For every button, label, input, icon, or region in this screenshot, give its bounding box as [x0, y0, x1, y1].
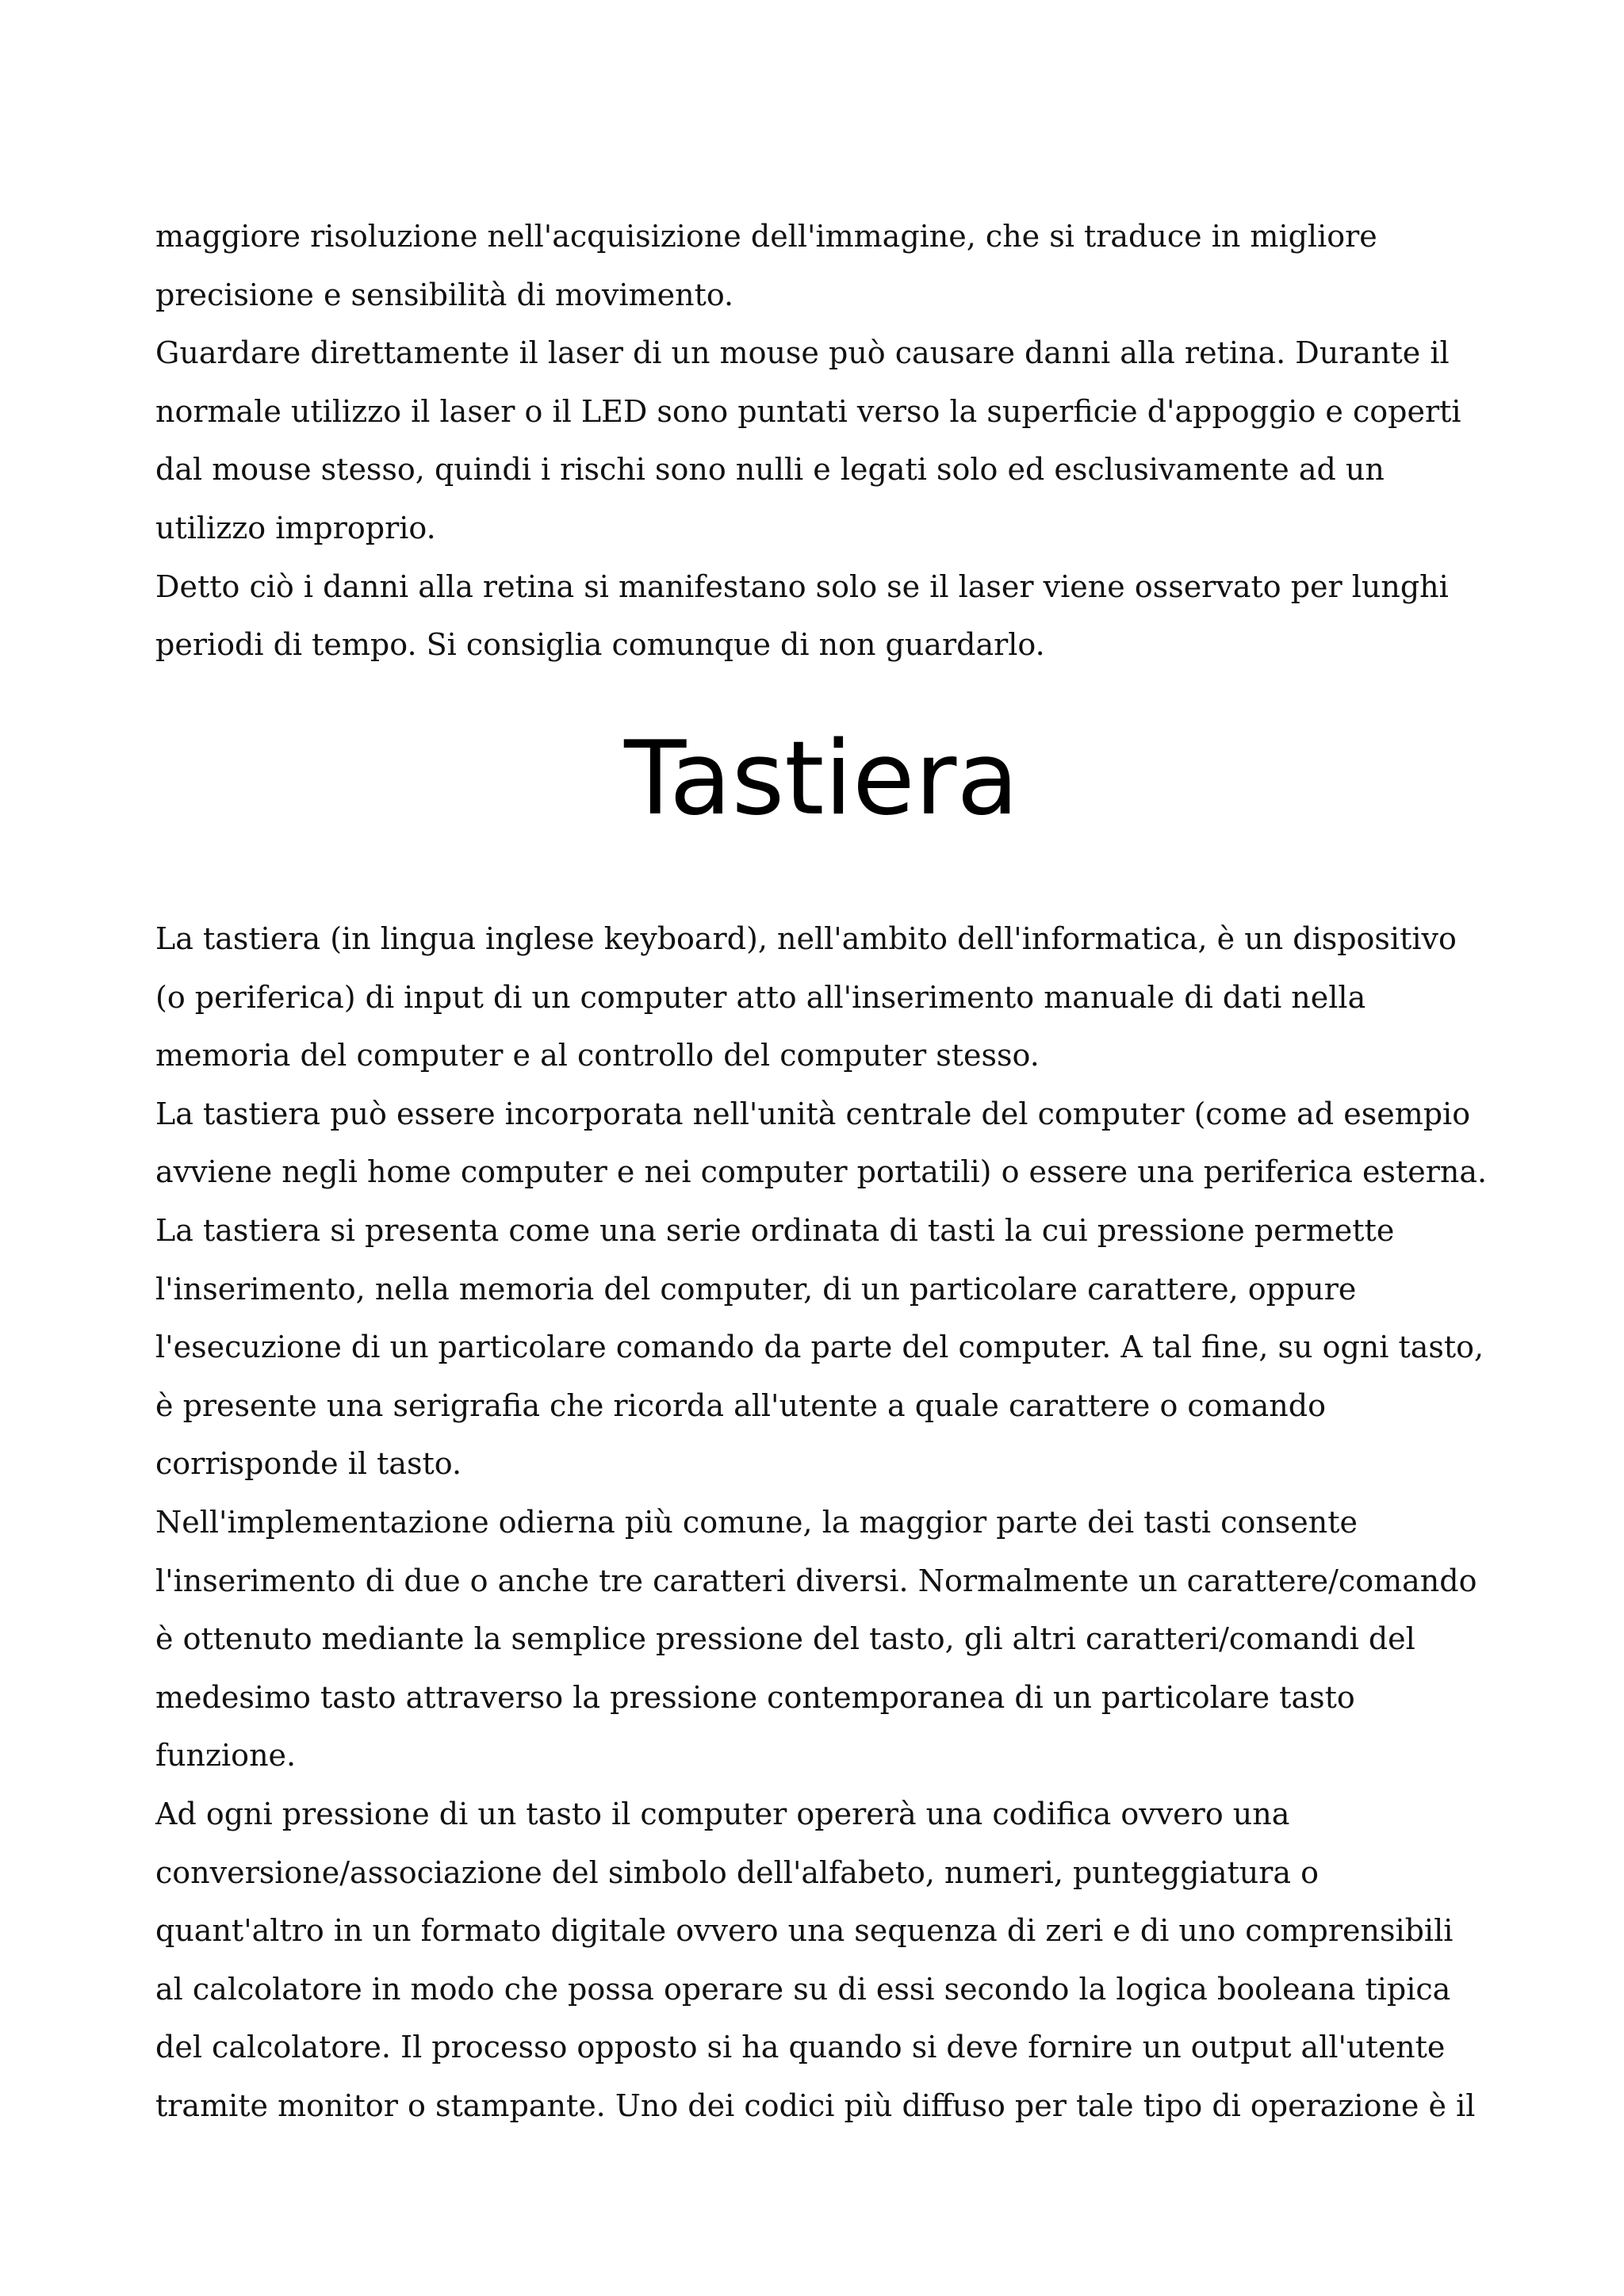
text-line: Detto ciò i danni alla retina si manifestano solo se il laser viene osservato per lunghi [155, 568, 1449, 604]
section-heading-wrapper [155, 720, 1488, 838]
text-line: funzione. [155, 1738, 297, 1774]
text-line: Nell'implementazione odierna più comune, la maggior parte dei tasti consente [155, 1504, 1358, 1540]
text-line: medesimo tasto attraverso la pressione contemporanea di un particolare tasto [155, 1679, 1355, 1715]
text-line: è ottenuto mediante la semplice pressione del tasto, gli altri caratteri/comandi del [155, 1621, 1415, 1657]
text-line: conversione/associazione del simbolo dell'alfabeto, numeri, punteggiatura o [155, 1854, 1319, 1890]
text-line: utilizzo improprio. [155, 510, 436, 545]
text-line: Guardare direttamente il laser di un mouse può causare danni alla retina. Durante il [155, 335, 1450, 371]
text-line: tramite monitor o stampante. Uno dei codici più diffuso per tale tipo di operazione è il [155, 2087, 1476, 2123]
text-line: La tastiera (in lingua inglese keyboard), nell'ambito dell'informatica, è un dispositivo [155, 921, 1457, 956]
text-line: maggiore risoluzione nell'acquisizione dell'immagine, che si traduce in migliore [155, 219, 1377, 254]
text-line: avviene negli home computer e nei computer portatili) o essere una periferica esterna. [155, 1154, 1488, 1190]
text-line: quant'altro in un formato digitale ovvero una sequenza di zeri e di uno comprensibili [155, 1913, 1454, 1949]
text-line: normale utilizzo il laser o il LED sono puntati verso la superficie d'appoggio e coperti [155, 393, 1461, 429]
text-line: (o periferica) di input di un computer atto all'inserimento manuale di dati nella [155, 979, 1366, 1015]
section-heading: Tastiera [624, 720, 1019, 838]
text-line: dal mouse stesso, quindi i rischi sono nulli e legati solo ed esclusivamente ad un [155, 452, 1385, 488]
text-line: è presente una serigrafia che ricorda all'utente a quale carattere o comando [155, 1387, 1326, 1423]
text-line: corrisponde il tasto. [155, 1446, 462, 1482]
text-line: l'esecuzione di un particolare comando da parte del computer. A tal fine, su ogni tasto, [155, 1330, 1484, 1365]
text-line: al calcolatore in modo che possa operare su di essi secondo la logica booleana tipica [155, 1971, 1451, 2007]
keyboard-text-block [155, 910, 1487, 2135]
text-line: La tastiera si presenta come una serie ordinata di tasti la cui pressione permette [155, 1212, 1395, 1248]
text-line: l'inserimento di due o anche tre caratteri diversi. Normalmente un carattere/comando [155, 1563, 1477, 1598]
mouse-text-block [155, 208, 1461, 675]
text-line: l'inserimento, nella memoria del computer, di un particolare carattere, oppure [155, 1271, 1357, 1307]
text-line: La tastiera può essere incorporata nell'unità centrale del computer (come ad esempio [155, 1096, 1471, 1131]
text-line: memoria del computer e al controllo del computer stesso. [155, 1038, 1040, 1073]
text-line: periodi di tempo. Si consiglia comunque di non guardarlo. [155, 627, 1045, 663]
text-line: precisione e sensibilità di movimento. [155, 277, 734, 312]
text-line: del calcolatore. Il processo opposto si ha quando si deve fornire un output all'utente [155, 2030, 1446, 2065]
text-line: Ad ogni pressione di un tasto il computer opererà una codifica ovvero una [155, 1796, 1290, 1831]
